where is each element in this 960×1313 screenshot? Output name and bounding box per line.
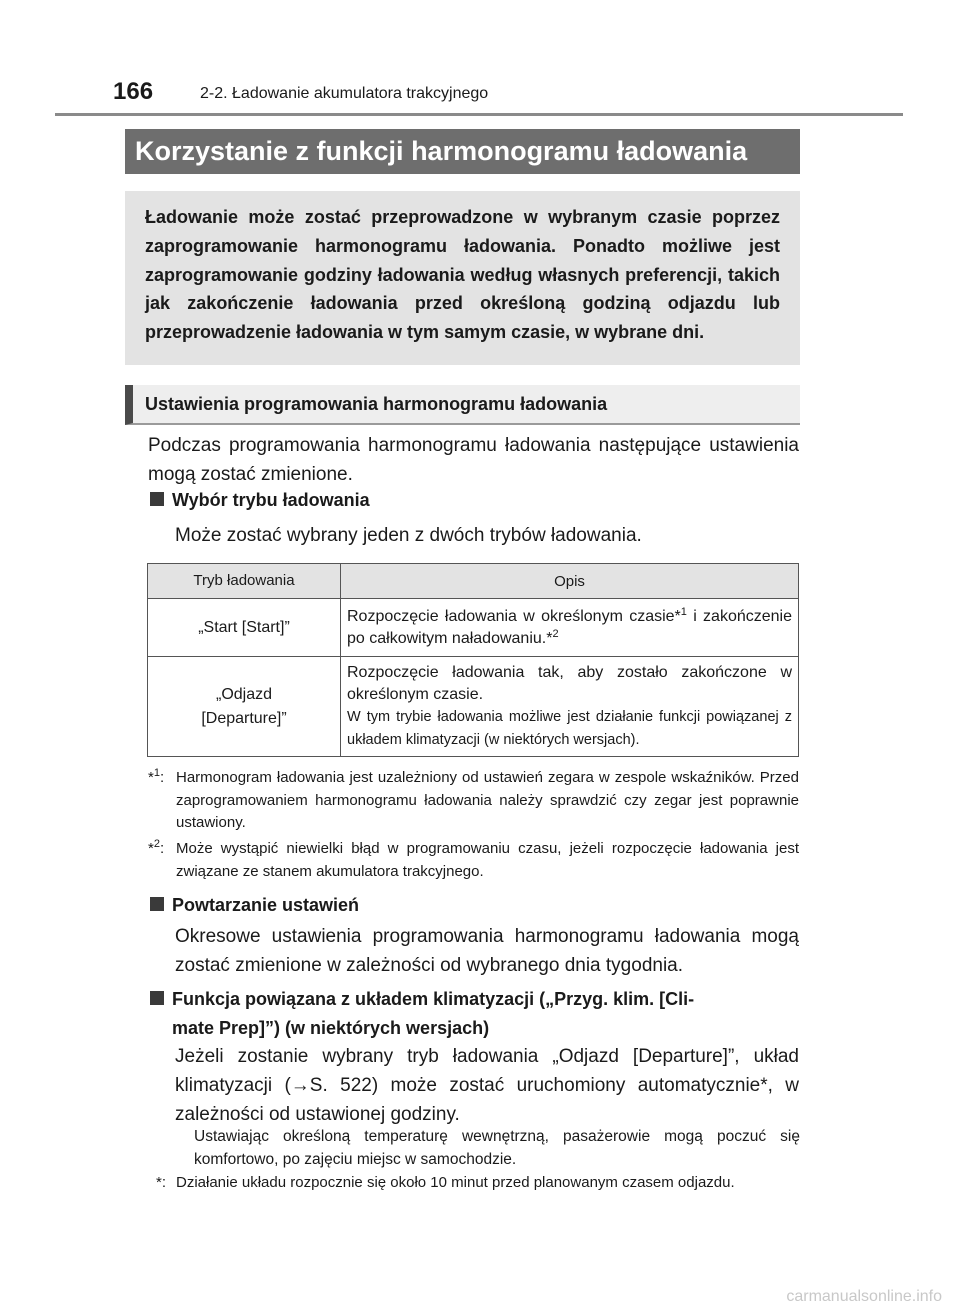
- square-bullet-icon: [150, 991, 164, 1005]
- page-number: 166: [113, 78, 154, 105]
- intro-text: Ładowanie może zostać przeprowadzone w wybranym czasie poprzez zaprogramowanie harmonogramu ładowania. Ponadto możliwe jest zaprogramowanie godziny ładowania według własnych preferencji, takich jak zakończenie ładowania przed określoną godziną odjazdu lub przeprowadzenie ładowania w tym samym czasie, w wybrane dni.: [145, 207, 780, 343]
- mode-departure-note: W tym trybie ładowania możliwe jest działanie funkcji powiązanej z układem klimatyzacji (w niektórych wersjach).: [347, 708, 792, 748]
- footnote-1: *$^1$: Harmonogram ładowania jest uzależniony od ustawień zegara w zespole wskaźników. Przed zaprogramowaniem harmonogramu ładowania należy sprawdzić czy zegar jest poprawnie ustawiony.: [148, 767, 799, 831]
- repeat-settings-heading-text: Powtarzanie ustawień: [172, 895, 360, 915]
- mode-departure: „Odjazd [Departure]”: [148, 657, 341, 757]
- page-header: [0, 0, 960, 120]
- table-header-description: Opis: [341, 564, 799, 599]
- mode-departure-description: Rozpoczęcie ładowania tak, aby zostało zakończone w określonym czasie. W tym trybie ładowania możliwe jest działanie funkcji powiązanej z układem klimatyzacji (w niektórych wersjach).: [341, 657, 799, 757]
- mode-selection-heading-text: Wybór trybu ładowania: [172, 490, 370, 510]
- subsection-lead: Podczas programowania harmonogramu ładowania następujące ustawienia mogą zostać zmienione.: [148, 435, 799, 485]
- climate-text: Jeżeli zostanie wybrany tryb ładowania „Odjazd [Departure]”, układ klimatyzacji (→S. 522) może zostać uruchomiony automatycznie*, w zależności od ustawionej godziny.: [175, 1046, 799, 1125]
- square-bullet-icon: [150, 492, 164, 506]
- table-row: [148, 599, 799, 657]
- header-rule: [55, 113, 903, 116]
- intro-box: [125, 191, 800, 365]
- mode-selection-text: Może zostać wybrany jeden z dwóch trybów ładowania.: [175, 525, 642, 546]
- climate-heading: Funkcja powiązana z układem klimatyzacji („Przyg. klim. [Cli- mate Prep]”) (w niektórych wersjach): [150, 985, 800, 1043]
- subsection-title: Ustawienia programowania harmonogramu ładowania: [145, 394, 608, 414]
- table-header-row: [148, 564, 799, 599]
- footnote-2: *$^2$: Może wystąpić niewielki błąd w programowaniu czasu, jeżeli rozpoczęcie ładowania jest związane ze stanem akumulatora trakcyjnego.: [148, 838, 799, 880]
- mode-start-description: Rozpoczęcie ładowania w określonym czasie*$^1$ i zakończenie po całkowitym naładowaniu.*$^2$: [341, 599, 799, 657]
- mode-selection-heading: [150, 486, 370, 514]
- repeat-settings-heading: [150, 891, 359, 919]
- charging-modes-table: [147, 563, 799, 757]
- table-header-mode: Tryb ładowania: [148, 564, 341, 599]
- climate-footnote: *: Działanie układu rozpocznie się około 10 minut przed planowanym czasem odjazdu.: [156, 1174, 735, 1191]
- climate-note: Ustawiając określoną temperaturę wewnętrzną, pasażerowie mogą poczuć się komfortowo, po zajęciu miejsc w samochodzie.: [194, 1128, 800, 1168]
- mode-start: „Start [Start]”: [148, 599, 341, 657]
- square-bullet-icon: [150, 897, 164, 911]
- watermark: carmanualsonline.info: [786, 1288, 942, 1305]
- section-title: Korzystanie z funkcji harmonogramu ładowania: [125, 129, 800, 174]
- running-head: 2-2. Ładowanie akumulatora trakcyjnego: [200, 85, 489, 102]
- subsection-heading: [125, 385, 800, 425]
- repeat-settings-text: Okresowe ustawienia programowania harmonogramu ładowania mogą zostać zmienione w zależności od wybranego dnia tygodnia.: [175, 926, 799, 976]
- table-row: [148, 657, 799, 757]
